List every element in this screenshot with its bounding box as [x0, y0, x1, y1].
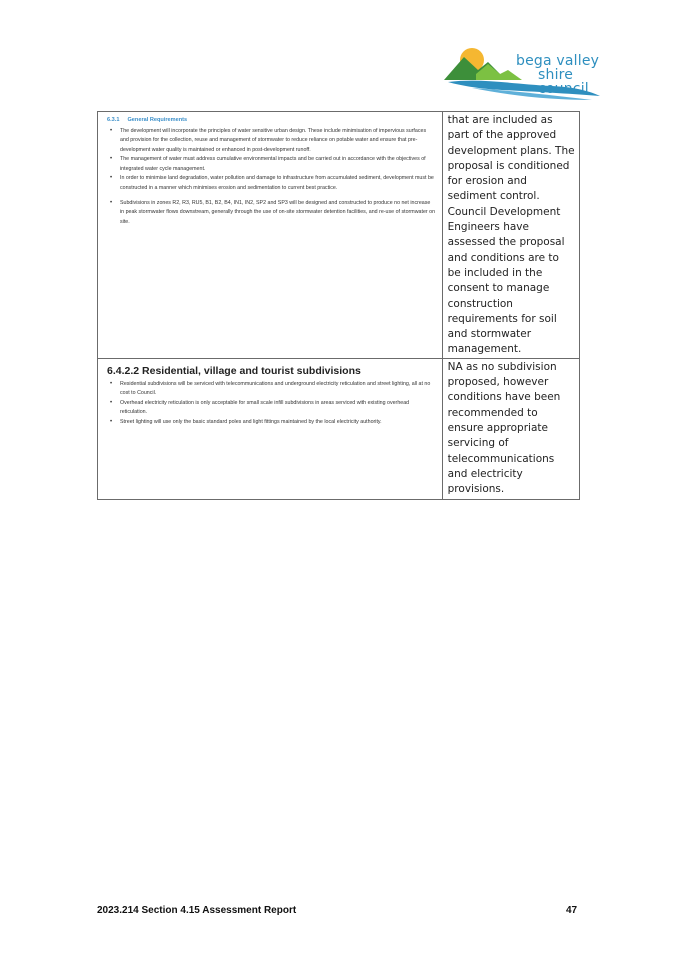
list-item: • The management of water must address cumulative environmental impacts and be carried out in accordance with the objectives of integrated water cycle management.	[120, 155, 436, 174]
comment-cell	[442, 358, 579, 499]
comment-text: that are included as part of the approved development plans. The proposal is conditioned for erosion and sediment control. Council Development Engineers have assessed the proposal and conditions are to be included in the consent to manage construction requirements for soil and stormwater management.	[447, 114, 575, 356]
list-item: • In order to minimise land degradation, water pollution and damage to infrastructure from accumulated sediment, development must be constructed in a manner which minimises erosion and sedimentation to current best practice.	[120, 174, 436, 193]
table-row	[98, 358, 580, 499]
comment-text: NA as no subdivision proposed, however conditions have been recommended to ensure appropriate servicing of telecommunications and electricity provisions.	[447, 360, 561, 496]
section-title: General Requirements	[127, 117, 188, 123]
list-item: • Overhead electricity reticulation is only acceptable for small scale infill subdivisions in areas serviced with existing overhead reticulation.	[120, 399, 436, 418]
list-item: • Street lighting will use only the basic standard poles and light fittings maintained by the local electricity authority.	[120, 418, 436, 427]
list-item: • Subdivisions in zones R2, R3, RU5, B1, B2, B4, IN1, IN2, SP2 and SP3 will be designed and constructed to produce no net increase in peak stormwater flows downstream, generally through the use of on-site stormwater detention facilities, and re-use of stormwater on site.	[120, 199, 436, 227]
section-heading	[107, 117, 436, 123]
controls-cell	[98, 358, 443, 499]
assessment-table	[97, 111, 580, 500]
table-row	[98, 112, 580, 359]
requirements-list	[106, 380, 436, 427]
footer-report-title: 2023.214 Section 4.15 Assessment Report	[97, 905, 297, 916]
footer-page-number: 47	[566, 905, 578, 916]
list-item: • Residential subdivisions will be serviced with telecommunications and underground electricity reticulation and street lighting, all at no cost to Council.	[120, 380, 436, 399]
subsection-heading: 6.4.2.2 Residential, village and tourist subdivisions	[107, 364, 361, 377]
logo-text-line1: bega valley	[516, 53, 600, 69]
section-number: 6.3.1	[107, 117, 120, 123]
controls-cell	[98, 112, 443, 359]
list-item: • The development will incorporate the principles of water sensitive urban design. These include minimisation of impervious surfaces and provision for the collection, reuse and management of stormwater to reduce reliance on potable water and ensure that pre-development water quality is maintained or enhanced in post-development runoff.	[120, 127, 436, 155]
requirements-list	[106, 127, 436, 227]
council-logo	[442, 40, 602, 102]
comment-cell	[442, 112, 579, 359]
logo-text-line2: shire council	[538, 67, 589, 97]
